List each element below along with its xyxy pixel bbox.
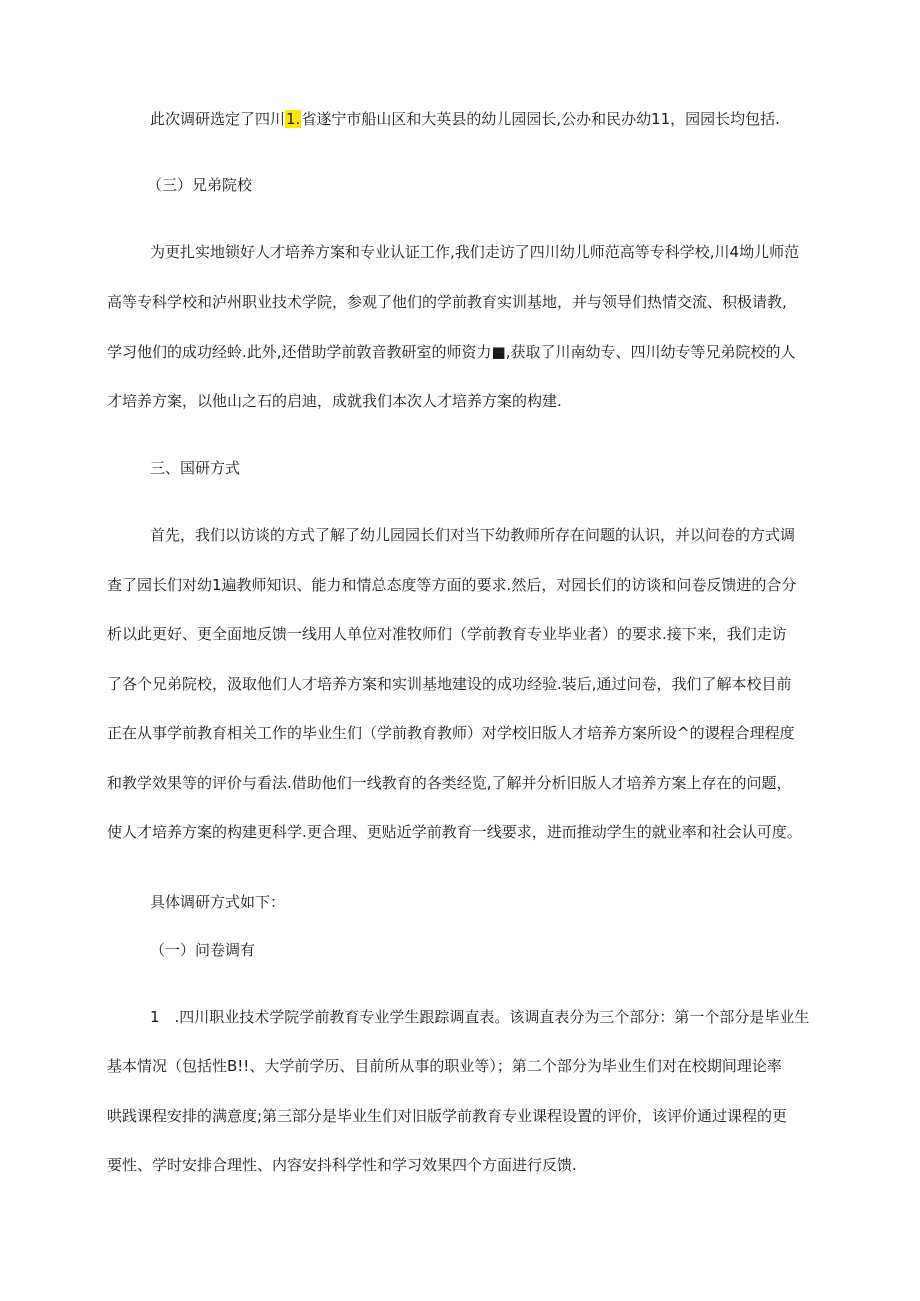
highlighted-text: 1. [286, 110, 301, 128]
paragraph-line: 了各个兄弟院校，汲取他们人才培养方案和实训基地建设的成功经验.装后,通过问卷，我们了解本校目前 [107, 675, 792, 693]
intro-text-after: 省遂宁市船山区和大英县的幼儿园园长,公办和民办幼11，园园长均包括. [301, 110, 780, 128]
section-heading-research-methods: 三、国研方式 [150, 459, 241, 477]
paragraph-line: 1 .四川职业技术学院学前教育专业学生跟踪调直表。该调直表分为三个部分：第一个部分是毕业生 [150, 1008, 810, 1026]
intro-text-before: 此次调研选定了四川 [150, 110, 286, 128]
paragraph-line: 要性、学时安排合理性、内容安抖科学性和学习效果四个方面进行反馈. [107, 1156, 577, 1174]
paragraph-line: 才培养方案，以他山之石的启迪，成就我们本次人才培养方案的构建. [107, 392, 562, 410]
paragraph-line: 使人才培养方案的构建更科学.更合理、更贴近学前教育一线要求，进而推动学生的就业率和社会认可度。 [107, 823, 802, 841]
paragraph-line: 基本情况（包括性B!!、大学前学历、目前所从事的职业等）；第二个部分为毕业生们对在校期间理论率 [107, 1057, 782, 1075]
subsection-heading-questionnaire: （一）问卷调有 [150, 941, 256, 959]
paragraph-line: 正在从事学前教育相关工作的毕业生们（学前教育教师）对学校旧版人才培养方案所设^的谡程合理程度 [107, 724, 795, 742]
paragraph-line: 高等专科学校和泸州职业技术学院，参观了他们的学前教育实训基地，并与领导们热情交流、积极请教, [107, 293, 787, 311]
paragraph-line: 和教学效果等的评价与看法.借助他们一线教育的各类经览,了解并分析旧版人才培养方案上存在的问题， [107, 774, 792, 792]
methods-intro: 具体调研方式如下： [150, 893, 286, 911]
paragraph-line: 学习他们的成功经蛉.此外,还借助学前敦音教研室的师资力■,获取了川南幼专、四川幼专等兄弟院校的人 [107, 343, 796, 361]
intro-line [150, 109, 780, 129]
paragraph-line: 哄践课程安排的满意度;第三部分是毕业生们对旧版学前教育专业课程设置的评价，该评价通过课程的更 [107, 1107, 788, 1125]
paragraph-line: 为更扎实地锁好人才培养方案和专业认证工作,我们走访了四川幼儿师范高等专科学校,川4坳儿师范 [150, 243, 800, 261]
paragraph-line: 查了园长们对幼1遍教师知识、能力和情总态度等方面的要求.然后，对园长们的访谈和问卷反馈进的合分 [107, 576, 797, 594]
section-heading-sibling-schools: （三）兄弟院校 [147, 176, 253, 194]
paragraph-line: 首先，我们以访谈的方式了解了幼儿园园长们对当下幼教师所存在问题的认识，并以问卷的方式调 [150, 526, 796, 544]
paragraph-line: 析以此更好、更全面地反馈一线用人单位对准牧师们（学前教育专业毕业者）的要求.接下来，我们走访 [107, 625, 787, 643]
